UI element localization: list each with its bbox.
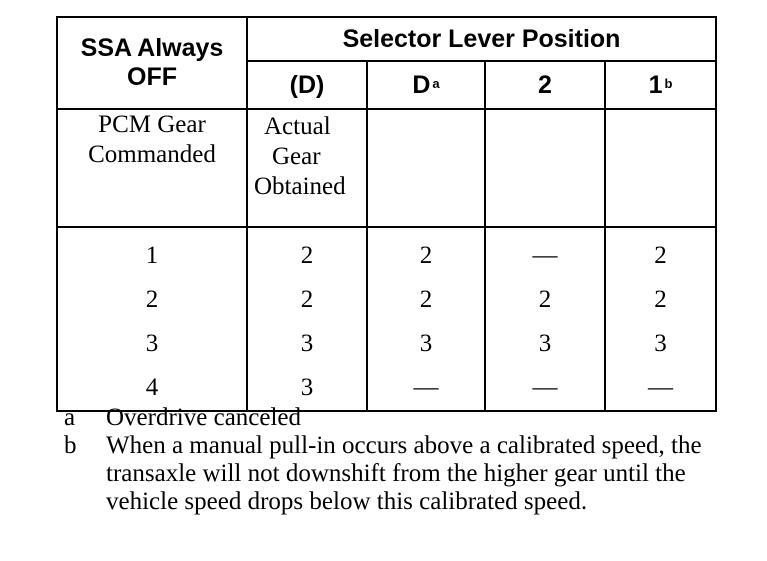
footnote-marker: a xyxy=(432,75,440,91)
pcm-gear-subheader xyxy=(57,109,247,227)
table-cell: 2 xyxy=(538,286,552,313)
column-header-label: 2 xyxy=(538,70,552,99)
table-cell: 2 xyxy=(145,286,159,313)
gear-table xyxy=(56,16,717,412)
table-cell: 3 xyxy=(300,330,314,357)
actual-gear-subheader xyxy=(247,109,367,227)
table-cell: 2 xyxy=(654,286,667,313)
column-header-2 xyxy=(485,61,605,109)
column-1 xyxy=(605,227,716,411)
table-cell: 3 xyxy=(419,330,433,357)
subheader-line: Obtained xyxy=(254,173,346,200)
table-cell: 3 xyxy=(538,330,552,357)
column-2 xyxy=(485,227,605,411)
column-header-label: (D) xyxy=(289,70,325,99)
table-cell: — xyxy=(532,242,558,269)
footnote-a xyxy=(64,404,724,432)
table-cell: 2 xyxy=(419,242,433,269)
column-d-paren xyxy=(247,227,367,411)
table-cell: 3 xyxy=(300,374,314,401)
group-header xyxy=(247,17,716,61)
footnote-text: When a manual pull-in occurs above a calibrated speed, the transaxle will not downshift from the higher gear until the vehicle speed drops below this calibrated speed. xyxy=(106,432,702,515)
empty-cell xyxy=(367,109,485,227)
table-cell: — xyxy=(413,374,439,401)
pcm-column xyxy=(57,227,247,411)
table-cell: 2 xyxy=(300,242,314,269)
footnote-key: b xyxy=(64,432,77,459)
table-cell: 1 xyxy=(145,242,159,269)
subheader-line: Gear xyxy=(272,143,321,170)
pcm-gear-subheader-label: PCM Gear Commanded xyxy=(88,111,216,168)
corner-header xyxy=(57,17,247,109)
column-header-d xyxy=(367,61,485,109)
empty-cell xyxy=(485,109,605,227)
subheader-line: Actual xyxy=(264,113,331,140)
footnotes xyxy=(64,404,724,516)
column-header-label: 1 xyxy=(648,70,663,99)
table-cell: — xyxy=(532,374,558,401)
group-header-label: Selector Lever Position xyxy=(342,24,621,53)
footnote-marker: b xyxy=(664,75,673,91)
corner-header-label: SSA Always OFF xyxy=(80,34,224,91)
column-header-label: D xyxy=(412,70,431,99)
table-cell: 3 xyxy=(654,330,667,357)
column-d xyxy=(367,227,485,411)
footnote-key: a xyxy=(64,404,76,431)
table-cell: 4 xyxy=(145,374,159,401)
table-cell: 2 xyxy=(300,286,314,313)
footnote-b xyxy=(64,432,724,516)
column-header-1 xyxy=(605,61,716,109)
table-cell: 2 xyxy=(654,242,667,269)
column-header-d-paren xyxy=(247,61,367,109)
table-cell: 2 xyxy=(419,286,433,313)
empty-cell xyxy=(605,109,716,227)
table-cell: — xyxy=(648,374,673,401)
table-cell: 3 xyxy=(145,330,159,357)
footnote-text: Overdrive canceled xyxy=(106,404,302,431)
